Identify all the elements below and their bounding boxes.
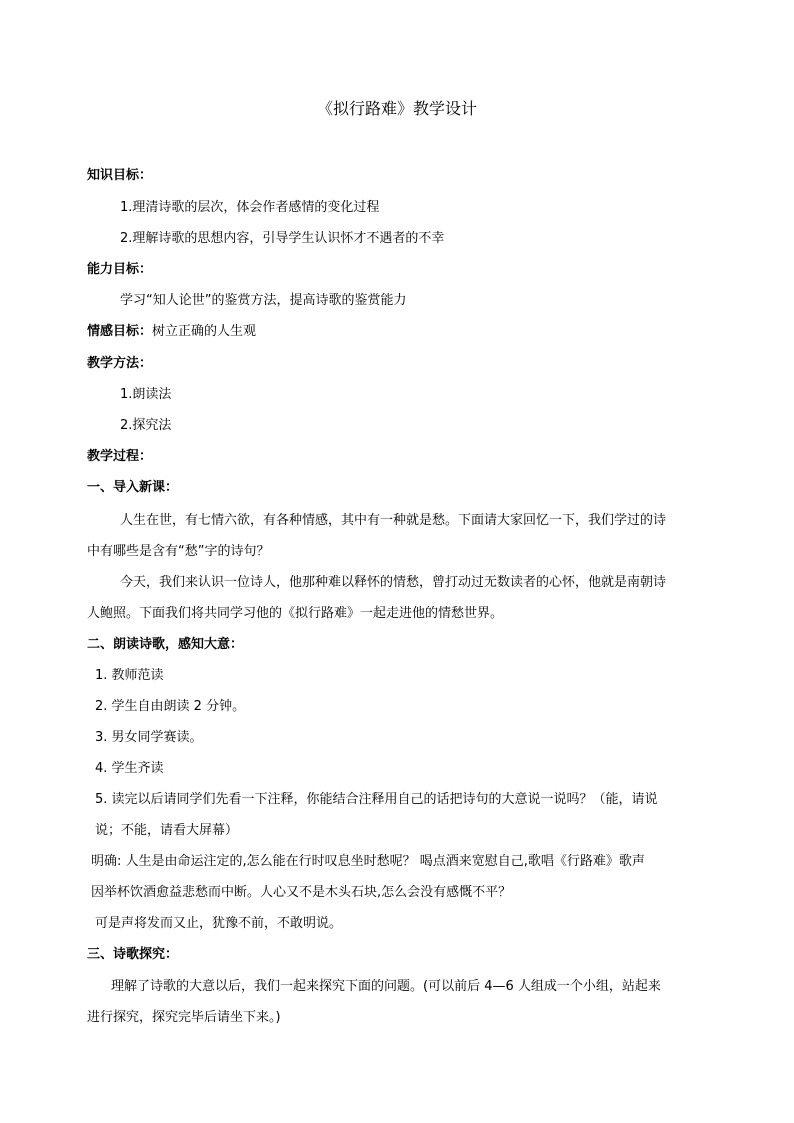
section2-item-4: 4. 学生齐读 bbox=[95, 761, 164, 776]
clarify-line3: 可是声将发而又止，犹豫不前，不敢明说。 bbox=[95, 916, 343, 931]
clarify-line1: 明确: 人生是由命运注定的,怎么能在行时叹息坐时愁呢？ 喝点酒来宽慰自己,歌唱《行路难》歌声 bbox=[91, 854, 645, 869]
teaching-process-heading: 教学过程： bbox=[87, 449, 153, 464]
section1-heading: 一、导入新课： bbox=[87, 480, 179, 495]
teaching-method-2: 2.探究法 bbox=[120, 418, 172, 433]
page-title: 《拟行路难》教学设计 bbox=[316, 99, 477, 118]
section2-item-1: 1. 教师范读 bbox=[95, 668, 164, 683]
section2-item-3: 3. 男女同学赛读。 bbox=[95, 730, 203, 745]
ability-goals-heading: 能力目标： bbox=[87, 262, 153, 277]
section2-item-5-line2: 说；不能，请看大屏幕） bbox=[95, 823, 239, 838]
section3-para-line1: 理解了诗歌的大意以后，我们一起来探究下面的问题。(可以前后 4—6 人组成一个小组，站起来 bbox=[111, 979, 661, 994]
knowledge-goal-1: 1.理清诗歌的层次，体会作者感情的变化过程 bbox=[120, 200, 380, 215]
section3-heading: 三、诗歌探究： bbox=[87, 947, 179, 962]
teaching-methods-heading: 教学方法： bbox=[87, 356, 153, 371]
knowledge-goal-2: 2.理解诗歌的思想内容，引导学生认识怀才不遇者的不幸 bbox=[120, 231, 445, 246]
section3-para-line2: 进行探究，探究完毕后请坐下来。) bbox=[87, 1010, 281, 1025]
teaching-method-1: 1.朗读法 bbox=[120, 387, 172, 402]
emotion-goal-text: 树立正确的人生观 bbox=[152, 324, 257, 339]
emotion-goals-line bbox=[87, 325, 256, 338]
section2-item-2: 2. 学生自由朗读 2 分钟。 bbox=[95, 699, 246, 714]
section1-para2-line2: 人鲍照。下面我们将共同学习他的《拟行路难》一起走进他的情愁世界。 bbox=[87, 606, 504, 621]
section1-para1-line2: 中有哪些是含有“愁”字的诗句？ bbox=[87, 544, 270, 559]
section2-item-5-line1: 5. 读完以后请同学们先看一下注释，你能结合注释用自己的话把诗句的大意说一说吗？（能，请说 bbox=[95, 792, 658, 807]
section1-para2-line1: 今天，我们来认识一位诗人，他那种难以释怀的情愁，曾打动过无数读者的心怀，他就是南朝诗 bbox=[120, 575, 667, 590]
section1-para1-line1: 人生在世，有七情六欲，有各种情感，其中有一种就是愁。下面请大家回忆一下，我们学过的诗 bbox=[120, 513, 667, 528]
knowledge-goals-heading: 知识目标： bbox=[87, 168, 153, 183]
emotion-goals-heading: 情感目标： bbox=[87, 324, 153, 339]
clarify-line2: 因举杯饮酒愈益悲愁而中断。人心又不是木头石块,怎么会没有感慨不平？ bbox=[91, 885, 512, 900]
section2-heading: 二、朗读诗歌，感知大意： bbox=[87, 637, 244, 652]
ability-goal-text: 学习“知人论世”的鉴赏方法，提高诗歌的鉴赏能力 bbox=[120, 293, 407, 308]
